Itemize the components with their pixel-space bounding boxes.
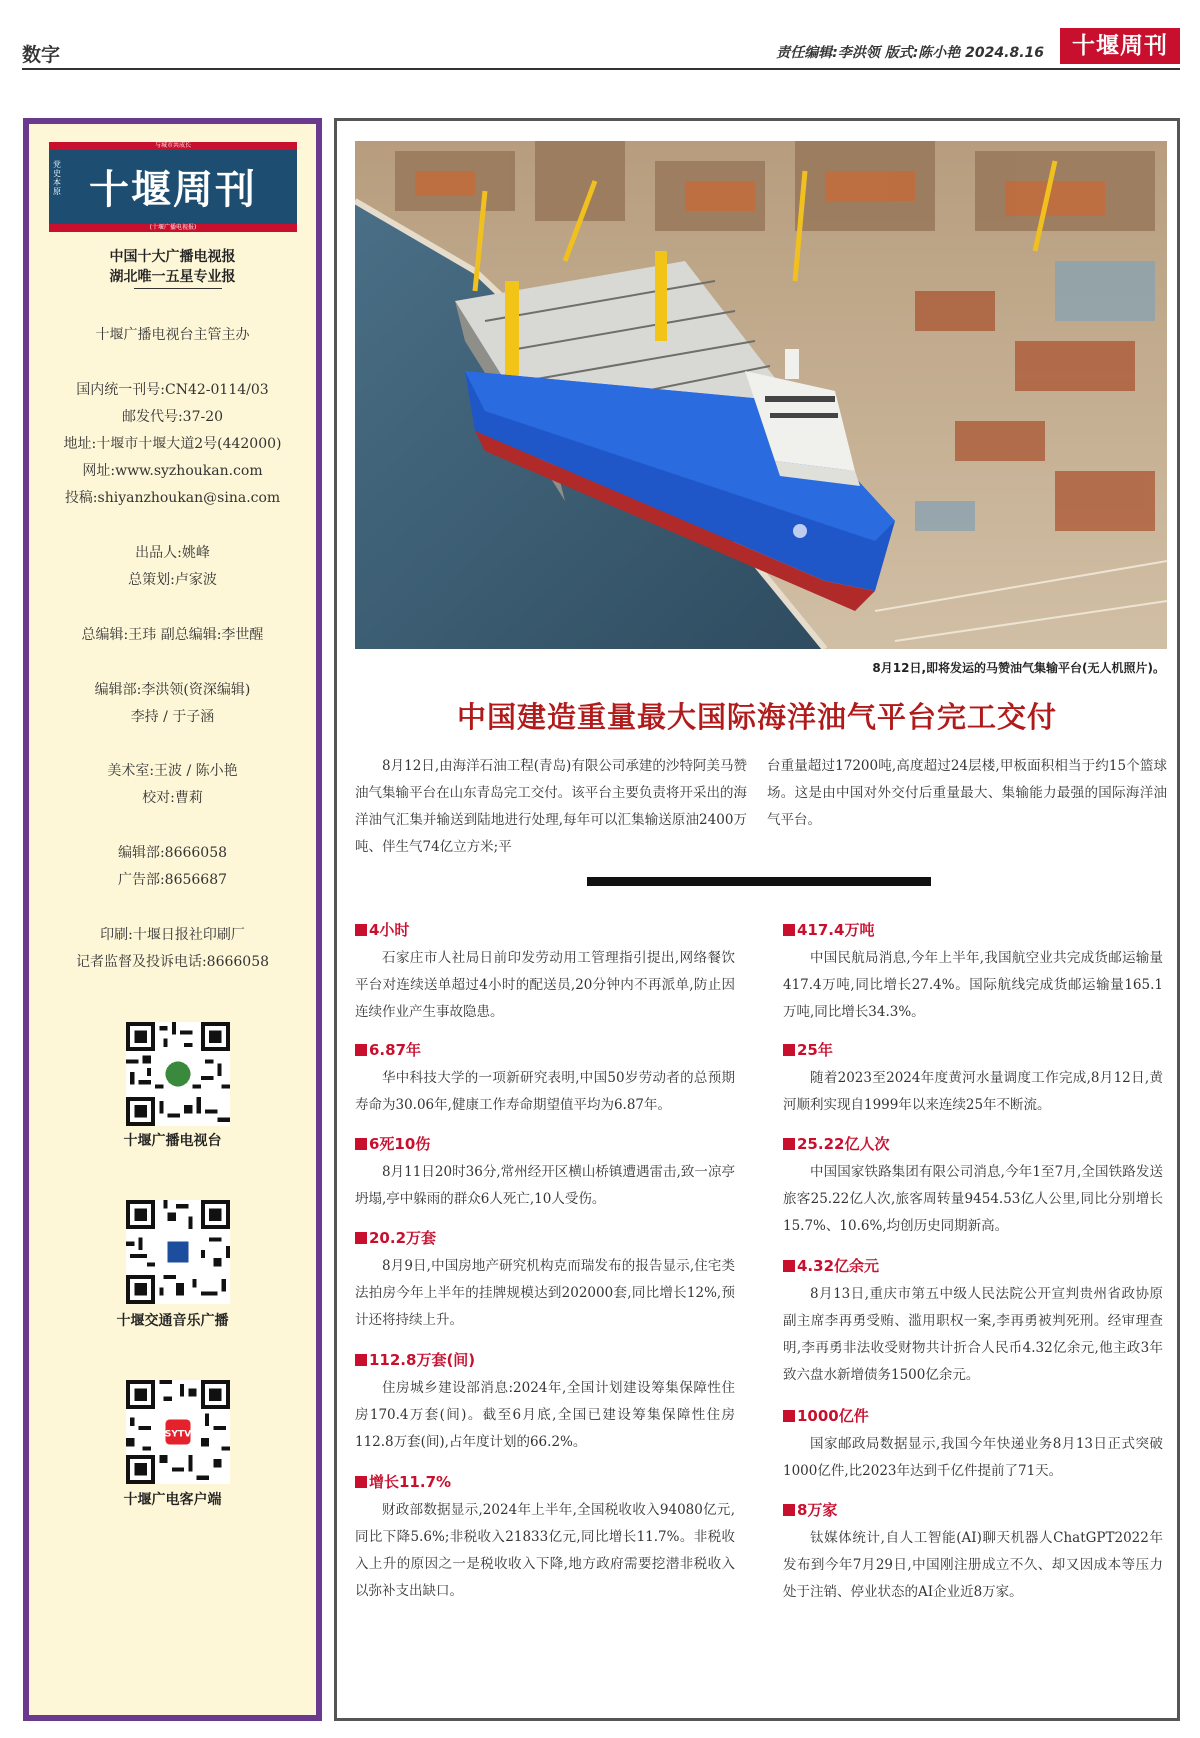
brief-title: 增长11.7% — [355, 1471, 735, 1493]
brief-title: 25.22亿人次 — [783, 1133, 1163, 1155]
brief-title: 20.2万套 — [355, 1227, 735, 1249]
brief-title: 4.32亿余元 — [783, 1255, 1163, 1277]
sidebar — [23, 118, 322, 1721]
chief-editor-line: 总编辑:王玮 副总编辑:李世醒 — [81, 627, 264, 643]
producer-line: 出品人:姚峰 — [135, 545, 210, 561]
brief-title: 8万家 — [783, 1499, 1163, 1521]
printer-line: 印刷:十堰日报社印刷厂 — [100, 927, 245, 943]
brief-text: 中国国家铁路集团有限公司消息,今年1至7月,全国铁路发送旅客25.22亿人次,旅客周转量9454.53亿人公里,同比分别增长15.7%、10.6%,均创历史同期新高。 — [783, 1164, 1163, 1234]
sponsor-line: 十堰广播电视台主管主办 — [95, 327, 250, 343]
brief-title: 6死10伤 — [355, 1133, 735, 1155]
square-bullet-icon — [355, 1044, 367, 1056]
square-bullet-icon — [783, 924, 795, 936]
qr-code-radio[interactable] — [126, 1200, 230, 1304]
masthead-slogan: 与城市共成长 — [154, 142, 191, 149]
qr-code-tv-station[interactable] — [126, 1022, 230, 1126]
brief-text: 钛媒体统计,自人工智能(AI)聊天机器人ChatGPT2022年发布到今年7月29日,中国刚注册成立不久、却又因成本等压力处于注销、停业状态的AI企业近8万家。 — [783, 1530, 1163, 1600]
square-bullet-icon — [783, 1410, 795, 1422]
square-bullet-icon — [783, 1044, 795, 1056]
brief-text: 华中科技大学的一项新研究表明,中国50岁劳动者的总预期寿命为30.06年,健康工作寿命期望值平均为6.87年。 — [355, 1070, 735, 1113]
masthead — [49, 142, 297, 232]
header-logo: 十堰周刊 — [1060, 28, 1180, 64]
qr-label-tv-station: 十堰广播电视台 — [123, 1133, 222, 1149]
photo-caption: 8月12日,即将发运的马赞油气集输平台(无人机照片)。 — [872, 661, 1165, 675]
brief-title: 417.4万吨 — [783, 919, 1163, 941]
planner-line: 总策划:卢家波 — [128, 572, 217, 588]
lead-column-1: 8月12日,由海洋石油工程(青岛)有限公司承建的沙特阿美马赞油气集输平台在山东青岛完工交付。该平台主要负责将开采出的海洋油气汇集并输送到陆地进行处理,每年可以汇集输送原油2400万吨、伴生气74亿立方米;平 — [355, 758, 747, 855]
postal-code-line: 邮发代号:37-20 — [121, 409, 224, 425]
square-bullet-icon — [355, 1138, 367, 1150]
brief-title: 112.8万套(间) — [355, 1349, 735, 1371]
brief-text: 随着2023至2024年度黄河水量调度工作完成,8月12日,黄河顺利实现自1999年以来连续25年不断流。 — [783, 1070, 1163, 1113]
brief-title: 25年 — [783, 1039, 1163, 1061]
masthead-side-text: 党史本原 — [53, 160, 61, 196]
brief-text: 国家邮政局数据显示,我国今年快递业务8月13日正式突破1000亿件,比2023年达到千亿件提前了71天。 — [783, 1436, 1163, 1479]
editors-line: 李持 / 于子涵 — [130, 709, 215, 725]
complaint-phone-line: 记者监督及投诉电话:8666058 — [75, 954, 270, 970]
section-name: 数字 — [22, 44, 61, 66]
brief-item — [355, 1227, 735, 1334]
website-line[interactable]: 网址:www.syzhoukan.com — [82, 463, 263, 479]
brief-text: 8月11日20时36分,常州经开区横山桥镇遭遇雷击,致一凉亭坍塌,亭中躲雨的群众6人死亡,10人受伤。 — [355, 1164, 735, 1207]
brief-text: 8月13日,重庆市第五中级人民法院公开宣判贵州省政协原副主席李再勇受贿、滥用职权一案,李再勇被判死刑。经审理查明,李再勇非法收受财物共计折合人民币4.32亿余元,他主政3年致六盘水新增债务1500亿余元。 — [783, 1286, 1163, 1383]
editorial-phone-line: 编辑部:8666058 — [117, 845, 228, 861]
editorial-dept-line: 编辑部:李洪领(资深编辑) — [94, 682, 251, 698]
art-dept-line: 美术室:王波 / 陈小艳 — [107, 763, 238, 779]
lead-column-2: 台重量超过17200吨,高度超过24层楼,甲板面积相当于约15个篮球场。这是由中国对外交付后重量最大、集输能力最强的国际海洋油气平台。 — [767, 758, 1167, 828]
square-bullet-icon — [783, 1138, 795, 1150]
email-line[interactable]: 投稿:shiyanzhoukan@sina.com — [64, 490, 281, 506]
brief-text: 财政部数据显示,2024年上半年,全国税收收入94080亿元,同比下降5.6%;非税收入21833亿元,同比增长11.7%。非税收入上升的原因之一是税收收入下降,地方政府需要挖潜非税收入以弥补支出缺口。 — [355, 1502, 735, 1599]
square-bullet-icon — [783, 1260, 795, 1272]
tagline-rule — [134, 288, 222, 289]
brief-text: 石家庄市人社局日前印发劳动用工管理指引提出,网络餐饮平台对连续送单超过4小时的配送员,20分钟内不再派单,防止因连续作业产生事故隐患。 — [355, 950, 735, 1020]
square-bullet-icon — [355, 924, 367, 936]
address-line: 地址:十堰市十堰大道2号(442000) — [63, 436, 282, 452]
masthead-title: 十堰周刊 — [89, 166, 257, 213]
square-bullet-icon — [355, 1476, 367, 1488]
brief-item — [783, 1499, 1163, 1606]
square-bullet-icon — [783, 1504, 795, 1516]
brief-item — [355, 1471, 735, 1605]
brief-item — [355, 1039, 735, 1119]
brief-text: 中国民航局消息,今年上半年,我国航空业共完成货邮运输量417.4万吨,同比增长27.4%。国际航线完成货邮运输量165.1万吨,同比增长34.3%。 — [783, 950, 1163, 1020]
brief-item — [355, 919, 735, 1026]
masthead-subtitle: (十堰广播电视报) — [149, 224, 197, 231]
brief-title: 1000亿件 — [783, 1405, 1163, 1427]
sytv-logo-text: SYTV — [164, 1429, 192, 1440]
tagline-1: 中国十大广播电视报 — [109, 249, 236, 265]
page-header — [22, 28, 1180, 68]
header-rule — [22, 68, 1180, 70]
brief-text: 住房城乡建设部消息:2024年,全国计划建设筹集保障性住房170.4万套(间)。截至6月底,全国已建设筹集保障性住房112.8万套(间),占年度计划的66.2%。 — [355, 1380, 735, 1450]
ad-phone-line: 广告部:8656687 — [117, 872, 228, 888]
square-bullet-icon — [355, 1232, 367, 1244]
qr-code-app[interactable] — [126, 1380, 230, 1484]
brief-title: 6.87年 — [355, 1039, 735, 1061]
proofreader-line: 校对:曹莉 — [142, 790, 203, 806]
platform-photo — [355, 141, 1167, 649]
main-content — [334, 118, 1180, 1721]
qr-label-radio: 十堰交通音乐广播 — [116, 1313, 229, 1329]
section-divider — [587, 877, 931, 886]
brief-item — [355, 1349, 735, 1456]
qr-label-app: 十堰广电客户端 — [123, 1492, 222, 1508]
square-bullet-icon — [355, 1354, 367, 1366]
issn-line: 国内统一刊号:CN42-0114/03 — [76, 382, 269, 398]
brief-title: 4小时 — [355, 919, 735, 941]
brief-text: 8月9日,中国房地产研究机构克而瑞发布的报告显示,住宅类法拍房今年上半年的挂牌规模达到202000套,同比增长12%,预计还将持续上升。 — [355, 1258, 735, 1328]
brief-item — [355, 1133, 735, 1213]
brief-item — [783, 1039, 1163, 1119]
brief-item — [783, 919, 1163, 1026]
brief-item — [783, 1255, 1163, 1389]
editor-credits: 责任编辑:李洪领 版式:陈小艳 2024.8.16 — [776, 45, 1044, 61]
brief-item — [783, 1133, 1163, 1240]
tagline-2: 湖北唯一五星专业报 — [109, 269, 236, 285]
headline: 中国建造重量最大国际海洋油气平台完工交付 — [456, 700, 1057, 734]
brief-item — [783, 1405, 1163, 1485]
